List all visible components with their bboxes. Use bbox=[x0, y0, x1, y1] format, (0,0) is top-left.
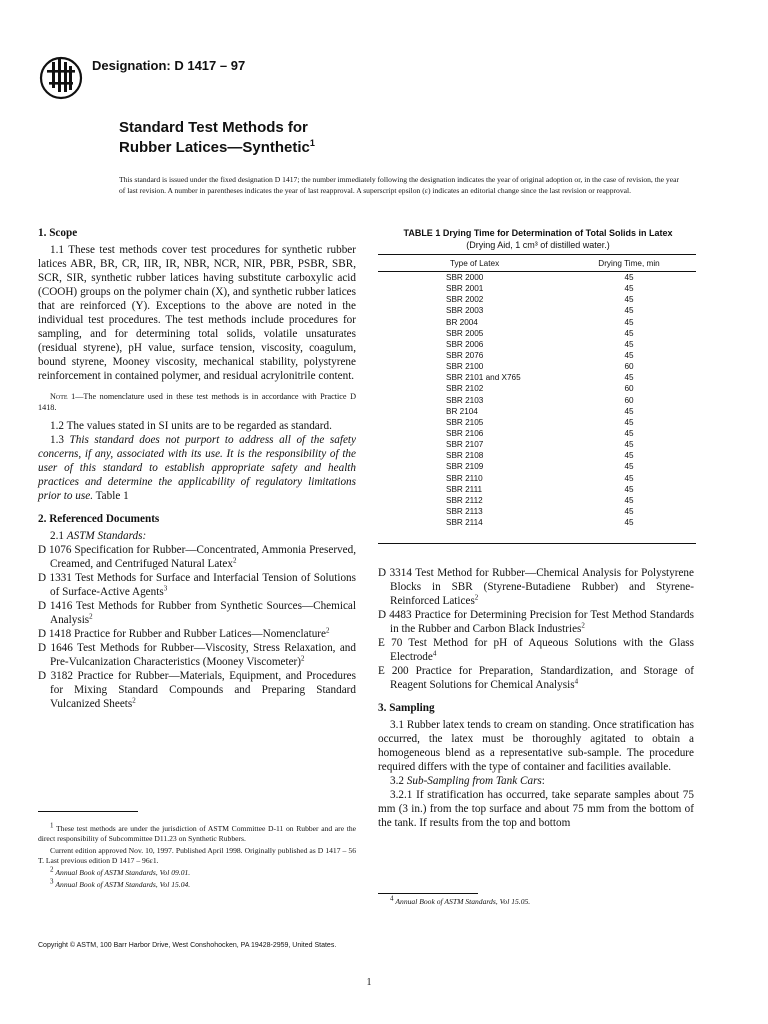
table-cell-time: 45 bbox=[624, 317, 634, 327]
table-cell-type: SBR 2114 bbox=[446, 518, 483, 528]
table-row bbox=[378, 383, 696, 394]
note-1 bbox=[38, 391, 356, 413]
table-body bbox=[378, 272, 696, 528]
reference-item: D 1416 Test Methods for Rubber from Synthetic Sources—Chemical Analysis$^2$ bbox=[38, 600, 356, 626]
table-cell-time: 45 bbox=[624, 284, 634, 294]
table-row bbox=[378, 406, 696, 417]
table-row bbox=[378, 372, 696, 383]
footnote-3: $^3$ Annual Book of ASTM Standards, Vol 15.04. bbox=[50, 877, 191, 889]
table-header-type: Type of Latex bbox=[450, 259, 500, 268]
reference-item: D 3182 Practice for Rubber—Materials, Equipment, and Procedures for Mixing Standard Compounds and Preparing Standard Vulcanized Sheets$^2$ bbox=[38, 670, 356, 710]
table-row bbox=[378, 272, 696, 283]
reference-item: D 1646 Test Methods for Rubber—Viscosity, Stress Relaxation, and Pre-Vulcanization Characteristics (Mooney Viscometer)$^2$ bbox=[38, 642, 356, 668]
reference-item: E 70 Test Method for pH of Aqueous Solutions with the Glass Electrode$^4$ bbox=[378, 637, 694, 663]
footnote-2: $^2$ Annual Book of ASTM Standards, Vol 09.01. bbox=[50, 865, 191, 877]
note-text: 1—The nomenclature used in these test methods is in accordance with Practice D 1418. bbox=[38, 392, 356, 412]
footnotes-left bbox=[38, 821, 356, 892]
table-cell-type: SBR 2106 bbox=[446, 428, 484, 438]
reference-list-left bbox=[38, 543, 356, 711]
table-cell-type: SBR 2107 bbox=[446, 440, 484, 450]
designation: Designation: D 1417 – 97 bbox=[92, 58, 246, 73]
section-scope-heading: 1. Scope bbox=[38, 227, 78, 239]
table-cell-time: 45 bbox=[624, 306, 634, 316]
table-cell-type: SBR 2103 bbox=[446, 395, 484, 405]
right-column bbox=[378, 566, 694, 830]
table-cell-type: SBR 2102 bbox=[446, 384, 484, 394]
table-cell-time: 45 bbox=[624, 518, 634, 528]
astm-logo-icon bbox=[38, 52, 84, 104]
references-subheading bbox=[38, 529, 356, 543]
footnote-1: $^1$ These test methods are under the jurisdiction of ASTM Committee D-11 on Rubber and are the direct responsibility of Subcommittee D11.23 on Synthetic Rubbers. bbox=[38, 821, 356, 843]
paragraph-1-3 bbox=[38, 433, 356, 503]
footnote-1b: Current edition approved Nov. 10, 1997. Published April 1998. Originally published as D 1417 – 56 T. Last previous edition D 1417 – 96ε1. bbox=[38, 846, 356, 865]
table-cell-type: SBR 2111 bbox=[446, 484, 483, 494]
table-row bbox=[378, 506, 696, 517]
table-cell-time: 45 bbox=[624, 350, 634, 360]
table-row bbox=[378, 450, 696, 461]
drying-time-table bbox=[378, 254, 696, 528]
footnote-4: $^4$ Annual Book of ASTM Standards, Vol 15.05. bbox=[390, 894, 531, 906]
section-sampling-heading: 3. Sampling bbox=[378, 702, 435, 714]
table-row bbox=[378, 294, 696, 305]
table-cell-type: SBR 2005 bbox=[446, 328, 484, 338]
table-row bbox=[378, 495, 696, 506]
table-cell-time: 45 bbox=[624, 339, 634, 349]
table-cell-time: 45 bbox=[624, 295, 634, 305]
table-cell-time: 45 bbox=[624, 484, 634, 494]
table-cell-type: SBR 2109 bbox=[446, 462, 484, 472]
table-cell-time: 45 bbox=[624, 440, 634, 450]
table-cell-type: BR 2004 bbox=[446, 317, 478, 327]
table-cell-type: SBR 2003 bbox=[446, 306, 484, 316]
footnote-rule-left bbox=[38, 811, 138, 812]
paragraph-3-1: 3.1 Rubber latex tends to cream on standing. Once stratification has occurred, the latex must be thoroughly agitated to obtain a homogeneous blend as a representative sub-sample. The procedure required differs with the type of container and facilities available. bbox=[378, 719, 694, 773]
table-cell-type: SBR 2002 bbox=[446, 295, 484, 305]
table-cell-time: 45 bbox=[624, 406, 634, 416]
table-cell-time: 45 bbox=[624, 417, 634, 427]
table-cell-type: SBR 2113 bbox=[446, 506, 483, 516]
reference-item: D 1331 Test Methods for Surface and Interfacial Tension of Solutions of Surface-Active Agents$^3$ bbox=[38, 572, 356, 598]
table-row bbox=[378, 439, 696, 450]
table-cell-time: 60 bbox=[624, 395, 634, 405]
references-sub-number: 2.1 bbox=[50, 530, 64, 542]
table-subtitle: (Drying Aid, 1 cm³ of distilled water.) bbox=[466, 240, 610, 250]
table-cell-type: SBR 2000 bbox=[446, 273, 484, 282]
table-cell-time: 45 bbox=[624, 328, 634, 338]
table-cell-type: SBR 2112 bbox=[446, 495, 483, 505]
table-cell-time: 45 bbox=[624, 373, 634, 383]
title-footnote-marker: 1 bbox=[309, 138, 315, 148]
paragraph-3-2: 3.2 Sub-Sampling from Tank Cars: bbox=[390, 775, 545, 787]
reference-item: E 200 Practice for Preparation, Standardization, and Storage of Reagent Solutions for Chemical Analysis$^4$ bbox=[378, 665, 694, 691]
reference-item: D 1418 Practice for Rubber and Rubber Latices—Nomenclature$^2$ bbox=[38, 626, 330, 640]
table-cell-type: BR 2104 bbox=[446, 406, 478, 416]
table-cell-time: 60 bbox=[624, 362, 634, 372]
table-cell-time: 45 bbox=[624, 495, 634, 505]
table-row bbox=[378, 283, 696, 294]
table-cell-time: 45 bbox=[624, 506, 634, 516]
table-cell-type: SBR 2076 bbox=[446, 350, 484, 360]
table-cell-time: 60 bbox=[624, 384, 634, 394]
reference-list-right bbox=[378, 566, 694, 692]
table-cell-type: SBR 2001 bbox=[446, 284, 484, 294]
table-row bbox=[378, 484, 696, 495]
table-title: TABLE 1 Drying Time for Determination of Total Solids in Latex bbox=[403, 228, 673, 238]
footnotes-right bbox=[378, 894, 696, 907]
reference-item: D 1076 Specification for Rubber—Concentrated, Ammonia Preserved, Creamed, and Centrifuged Natural Latex$^2$ bbox=[38, 544, 356, 570]
references-sub-label: ASTM Standards: bbox=[66, 530, 147, 542]
copyright-notice: Copyright © ASTM, 100 Barr Harbor Drive, West Conshohocken, PA 19428-2959, United States. bbox=[38, 942, 337, 949]
issued-note: This standard is issued under the fixed designation D 1417; the number immediately following the designation indicates the year of original adoption or, in the case of revision, the year of last revision. A number in parentheses indicates the year of last reapproval. A superscript epsilon (ε) indicates an editorial change since the last revision or reapproval. bbox=[119, 175, 679, 195]
table-cell-time: 45 bbox=[624, 451, 634, 461]
left-column bbox=[38, 226, 356, 711]
table-header-time: Drying Time, min bbox=[598, 259, 660, 268]
title-line-1: Standard Test Methods for bbox=[119, 119, 308, 136]
reference-item: D 3314 Test Method for Rubber—Chemical Analysis for Polystyrene Blocks in SBR (Styrene-Butadiene Rubber) and Styrene-Reinforced Latices$^2$ bbox=[378, 567, 694, 607]
paragraph-1-2: 1.2 The values stated in SI units are to be regarded as standard. bbox=[50, 420, 332, 432]
table-row bbox=[378, 350, 696, 361]
note-label: Note bbox=[50, 392, 68, 401]
table-bottom-rule bbox=[378, 543, 696, 544]
table-cell-type: SBR 2101 and X765 bbox=[446, 373, 521, 383]
table-row bbox=[378, 317, 696, 328]
title-line-2: Rubber Latices—Synthetic bbox=[119, 139, 310, 156]
paragraph-1-1: 1.1 These test methods cover test procedures for synthetic rubber latices ABR, BR, CR, IIR, IR, NBR, NCR, NIR, PBR, PSBR, SBR, SCR, SIR, synthetic rubber latices having substitute carboxylic acid (COOH) groups on the polymer chain (X), and synthetic rubber latices that are reinforced (Y). Exceptions to the above are noted in the individual test procedures. The test methods include procedures for sampling, and for determining total solids, volatile unsaturates (residual styrene), pH value, surface tension, viscosity, coagulum, bound styrene, Mooney viscosity, mechanical stability, polystyrene reinforcement in contained polymer, and residual acrylonitrile content. bbox=[38, 244, 356, 382]
paragraph-1-3-text: This standard does not purport to address all of the safety concerns, if any, associated with its use. It is the responsibility of the user of this standard to establish appropriate safety and health practices and determine the applicability of regulatory limitations prior to use. bbox=[38, 434, 356, 502]
table-row bbox=[378, 461, 696, 472]
reference-item: D 4483 Practice for Determining Precision for Test Method Standards in the Rubber and Carbon Black Industries$^2$ bbox=[378, 609, 694, 635]
table-row bbox=[378, 517, 696, 528]
table-cell-time: 45 bbox=[624, 473, 634, 483]
table-row bbox=[378, 361, 696, 372]
table-cell-type: SBR 2105 bbox=[446, 417, 484, 427]
table-cell-type: SBR 2110 bbox=[446, 473, 483, 483]
table-cell-type: SBR 2108 bbox=[446, 451, 484, 461]
table-row bbox=[378, 395, 696, 406]
table-header-row bbox=[378, 255, 696, 272]
table-row bbox=[378, 305, 696, 316]
table-cell-type: SBR 2006 bbox=[446, 339, 484, 349]
table-row bbox=[378, 328, 696, 339]
table-row bbox=[378, 417, 696, 428]
table-cell-time: 45 bbox=[624, 462, 634, 472]
table-row bbox=[378, 473, 696, 484]
table-cell-time: 45 bbox=[624, 273, 634, 282]
paragraph-1-3-number: 1.3 bbox=[50, 434, 64, 446]
table-row bbox=[378, 339, 696, 350]
page-number: 1 bbox=[366, 977, 372, 988]
section-references-heading: 2. Referenced Documents bbox=[38, 513, 160, 525]
paragraph-1-3-tail: Table 1 bbox=[95, 490, 129, 502]
paragraph-3-2-1: 3.2.1 If stratification has occurred, take separate samples about 75 mm (3 in.) from the top surface and about 75 mm from the bottom of the tank. If results from the top and bottom bbox=[378, 789, 694, 829]
table-cell-type: SBR 2100 bbox=[446, 362, 484, 372]
table-cell-time: 45 bbox=[624, 428, 634, 438]
table-row bbox=[378, 428, 696, 439]
document-title bbox=[119, 118, 315, 158]
